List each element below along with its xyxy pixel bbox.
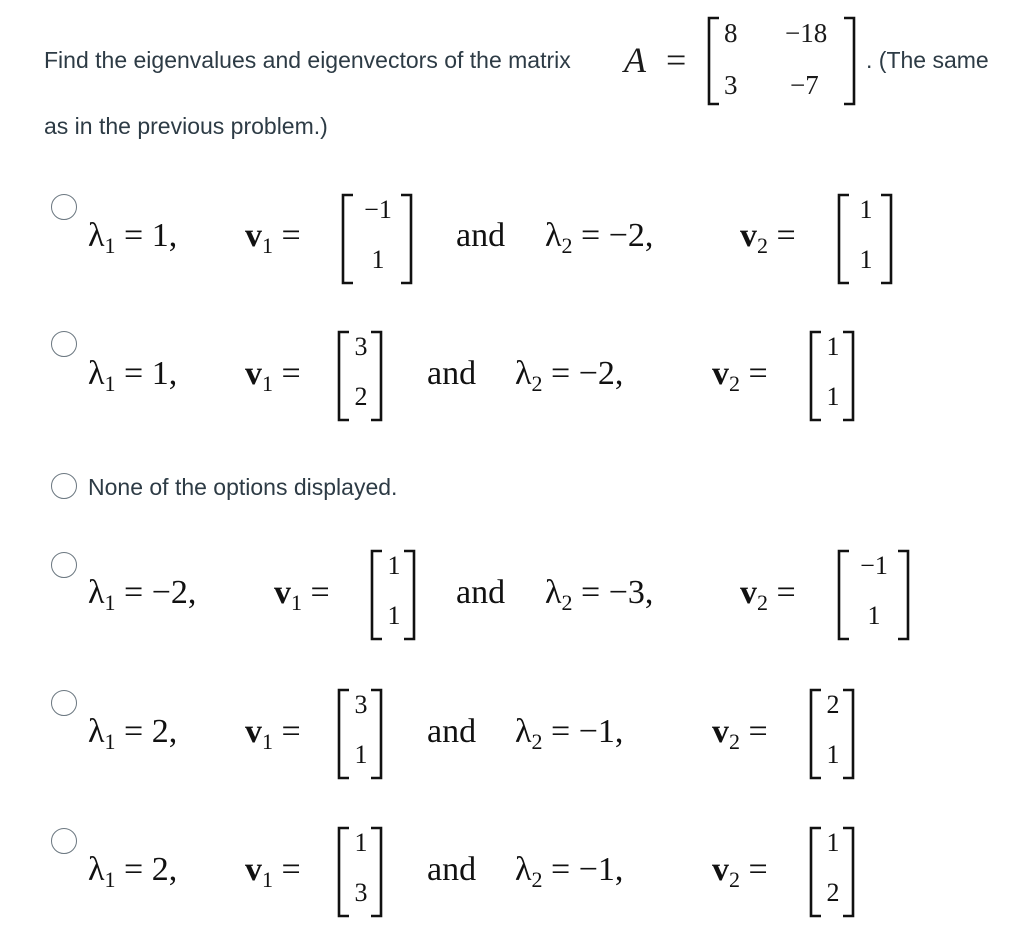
v1-label: $v_1$ = bbox=[245, 355, 301, 396]
radio-option-6[interactable] bbox=[51, 828, 77, 854]
v1-entry-bottom: 1 bbox=[387, 601, 401, 630]
lambda2-expression: $\lambda_2 = -3$, bbox=[545, 574, 654, 615]
and-word: and bbox=[427, 851, 477, 888]
v2-entry-top: 1 bbox=[859, 195, 873, 224]
v2-entry-bottom: 2 bbox=[826, 878, 840, 907]
v1-entry-top: 1 bbox=[354, 828, 368, 857]
v2-entry-top: −1 bbox=[860, 551, 888, 580]
question-suffix-line2: as in the previous problem.) bbox=[44, 113, 328, 139]
v2-right-bracket bbox=[878, 193, 894, 285]
radio-option-2[interactable] bbox=[51, 331, 77, 357]
lambda2-expression: $\lambda_2 = -2$, bbox=[515, 355, 624, 396]
v1-label: $v_1$ = bbox=[245, 851, 301, 892]
matrix-entry-22: −7 bbox=[790, 70, 819, 100]
v1-right-bracket bbox=[368, 330, 384, 422]
v1-right-bracket bbox=[368, 826, 384, 918]
matrix-left-bracket bbox=[705, 16, 723, 106]
v2-label: $v_2$ = bbox=[712, 355, 768, 396]
matrix-right-bracket bbox=[842, 16, 860, 106]
v2-right-bracket bbox=[840, 330, 856, 422]
v1-right-bracket bbox=[401, 549, 417, 641]
v2-entry-bottom: 1 bbox=[826, 382, 840, 411]
lambda2-expression: $\lambda_2 = -1$, bbox=[515, 713, 624, 754]
lambda2-expression: $\lambda_2 = -2$, bbox=[545, 217, 654, 258]
v2-entry-top: 2 bbox=[826, 690, 840, 719]
v2-entry-bottom: 1 bbox=[859, 245, 873, 274]
radio-option-4[interactable] bbox=[51, 552, 77, 578]
v1-right-bracket bbox=[368, 688, 384, 780]
v2-label: $v_2$ = bbox=[740, 574, 796, 615]
v1-entry-top: 3 bbox=[354, 690, 368, 719]
and-word: and bbox=[456, 574, 506, 611]
v1-entry-bottom: 3 bbox=[354, 878, 368, 907]
question-suffix-line1: . (The same bbox=[866, 47, 989, 73]
lambda1-expression: $\lambda_1 = 2$, bbox=[88, 713, 178, 754]
and-word: and bbox=[427, 355, 477, 392]
radio-option-1[interactable] bbox=[51, 194, 77, 220]
v1-entry-top: 3 bbox=[354, 332, 368, 361]
v2-right-bracket bbox=[895, 549, 911, 641]
none-option-label: None of the options displayed. bbox=[88, 474, 398, 500]
v2-label: $v_2$ = bbox=[712, 851, 768, 892]
lambda1-expression: $\lambda_1 = -2$, bbox=[88, 574, 197, 615]
equals-sign: = bbox=[666, 40, 687, 80]
v1-entry-top: −1 bbox=[364, 195, 392, 224]
v2-label: $v_2$ = bbox=[712, 713, 768, 754]
matrix-entry-21: 3 bbox=[724, 70, 738, 100]
matrix-name: A bbox=[624, 40, 646, 80]
lambda1-expression: $\lambda_1 = 1$, bbox=[88, 217, 178, 258]
v1-label: $v_1$ = bbox=[245, 713, 301, 754]
v2-entry-top: 1 bbox=[826, 332, 840, 361]
and-word: and bbox=[427, 713, 477, 750]
v2-entry-bottom: 1 bbox=[867, 601, 881, 630]
question-prefix: Find the eigenvalues and eigenvectors of the matrix bbox=[44, 47, 571, 73]
v1-label: $v_1$ = bbox=[274, 574, 330, 615]
v1-right-bracket bbox=[398, 193, 414, 285]
v2-right-bracket bbox=[840, 826, 856, 918]
radio-option-5[interactable] bbox=[51, 690, 77, 716]
lambda2-expression: $\lambda_2 = -1$, bbox=[515, 851, 624, 892]
matrix-entry-12: −18 bbox=[785, 18, 828, 48]
v1-entry-bottom: 2 bbox=[354, 382, 368, 411]
matrix-entry-11: 8 bbox=[724, 18, 738, 48]
v1-entry-bottom: 1 bbox=[371, 245, 385, 274]
v1-entry-bottom: 1 bbox=[354, 740, 368, 769]
v1-entry-top: 1 bbox=[387, 551, 401, 580]
v2-entry-bottom: 1 bbox=[826, 740, 840, 769]
v1-label: $v_1$ = bbox=[245, 217, 301, 258]
v2-entry-top: 1 bbox=[826, 828, 840, 857]
v2-label: $v_2$ = bbox=[740, 217, 796, 258]
and-word: and bbox=[456, 217, 506, 254]
v2-right-bracket bbox=[840, 688, 856, 780]
lambda1-expression: $\lambda_1 = 2$, bbox=[88, 851, 178, 892]
lambda1-expression: $\lambda_1 = 1$, bbox=[88, 355, 178, 396]
radio-option-3[interactable] bbox=[51, 473, 77, 499]
